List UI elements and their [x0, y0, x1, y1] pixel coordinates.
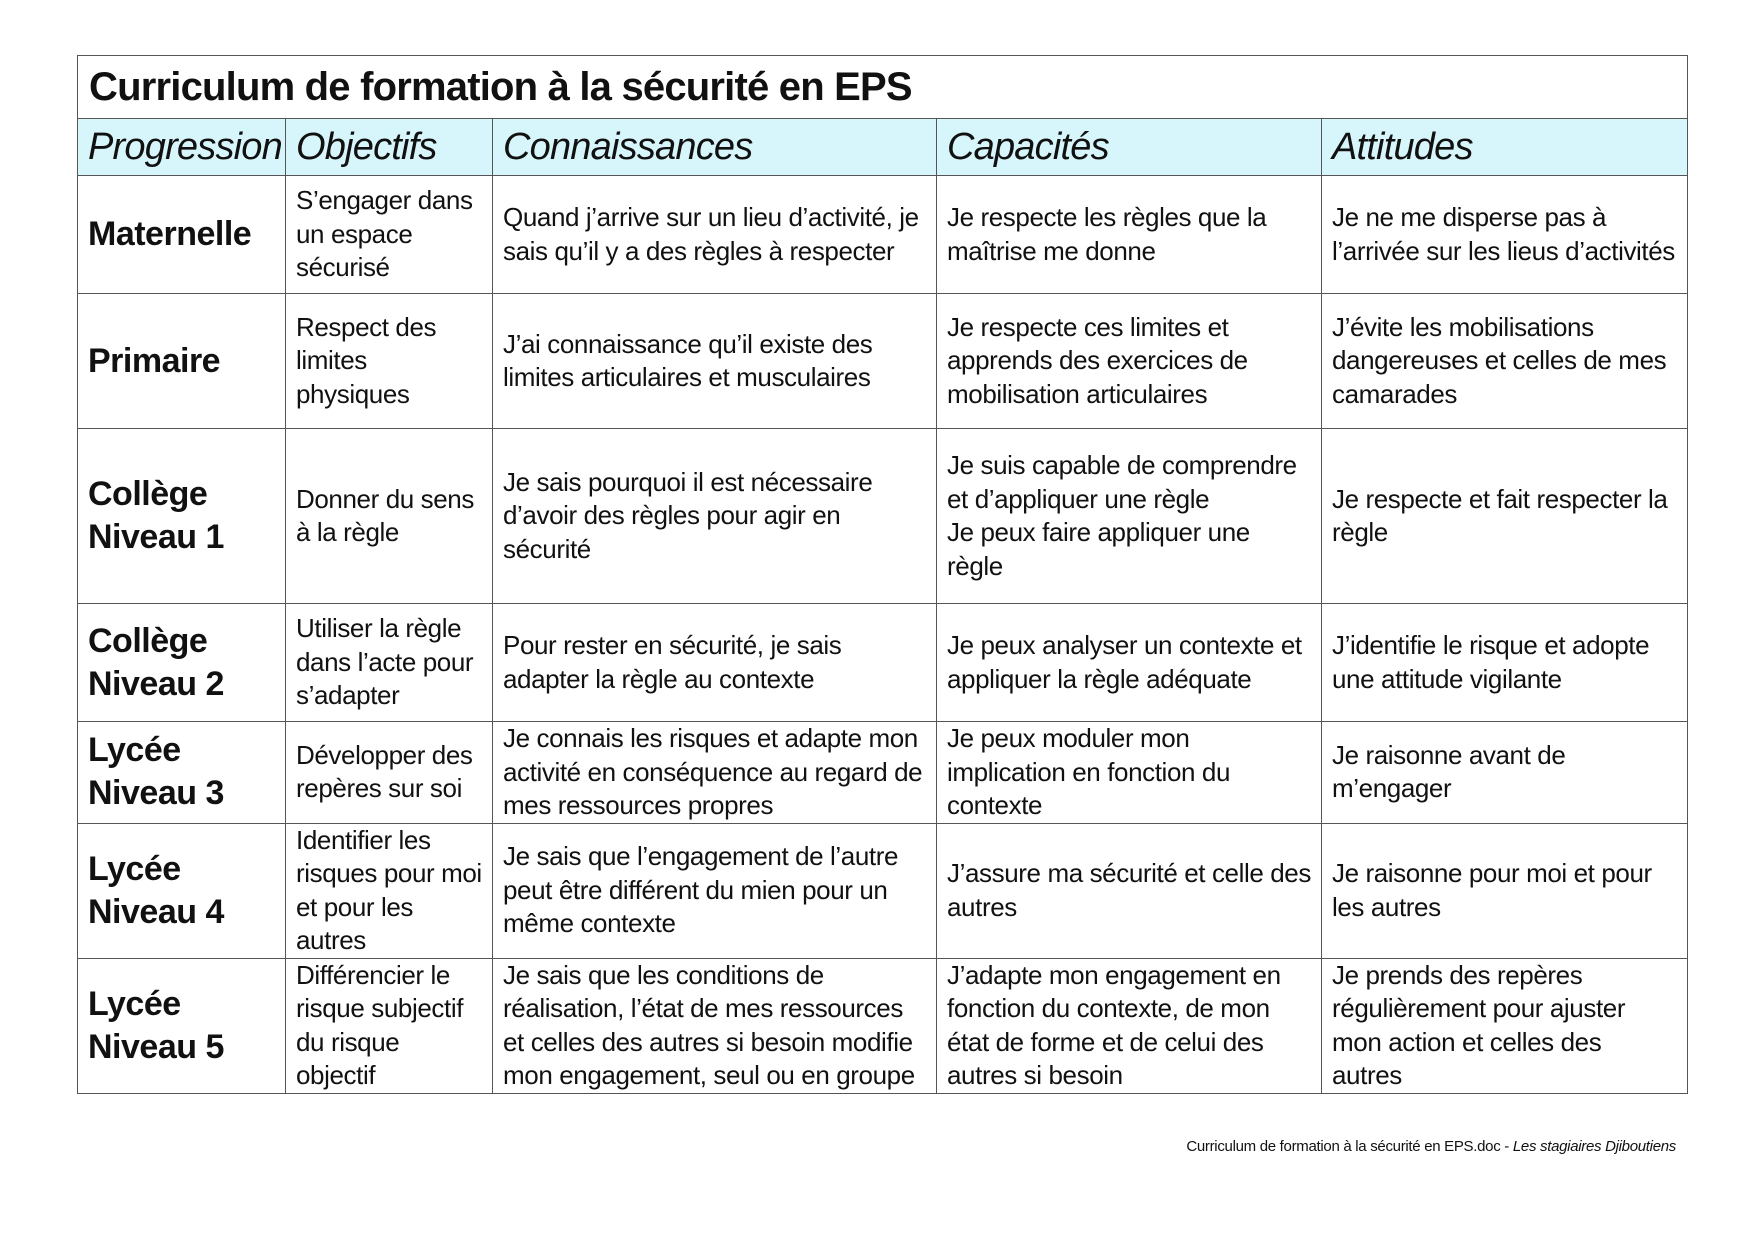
connaissances-cell: Pour rester en sécurité, je sais adapter la règle au contexte	[493, 604, 937, 722]
header-progression: Progression	[78, 119, 286, 176]
level-cell	[78, 722, 286, 824]
table-row	[78, 604, 1688, 722]
objectifs-cell: Respect des limites physiques	[286, 294, 493, 429]
header-connaissances: Connaissances	[493, 119, 937, 176]
level-cell	[78, 604, 286, 722]
connaissances-cell: Je sais pourquoi il est nécessaire d’avoir des règles pour agir en sécurité	[493, 429, 937, 604]
level-name: Lycée	[88, 731, 181, 770]
capacites-cell: Je suis capable de comprendre et d’appliquer une règle Je peux faire appliquer une règle	[937, 429, 1322, 604]
footer-author: Les stagiaires Djiboutiens	[1512, 1138, 1676, 1155]
table-row	[78, 823, 1688, 958]
table-row	[78, 294, 1688, 429]
attitudes-cell: Je raisonne avant de m’engager	[1322, 722, 1688, 824]
attitudes-cell: J’identifie le risque et adopte une attitude vigilante	[1322, 604, 1688, 722]
attitudes-cell: Je raisonne pour moi et pour les autres	[1322, 823, 1688, 958]
title-row	[78, 56, 1688, 119]
level-cell	[78, 958, 286, 1093]
table-row	[78, 958, 1688, 1093]
level-number: Niveau 1	[88, 518, 224, 556]
header-attitudes: Attitudes	[1322, 119, 1688, 176]
page-footer	[1186, 1138, 1676, 1155]
attitudes-cell: J’évite les mobilisations dangereuses et celles de mes camarades	[1322, 294, 1688, 429]
level-number: Niveau 4	[88, 892, 224, 931]
connaissances-cell: J’ai connaissance qu’il existe des limites articulaires et musculaires	[493, 294, 937, 429]
objectifs-cell: Développer des repères sur soi	[286, 722, 493, 824]
curriculum-table	[77, 55, 1688, 1094]
capacites-cell: J’assure ma sécurité et celle des autres	[937, 823, 1322, 958]
header-capacites: Capacités	[937, 119, 1322, 176]
level-cell	[78, 176, 286, 294]
capacites-cell: Je respecte les règles que la maîtrise me donne	[937, 176, 1322, 294]
objectifs-cell: Différencier le risque subjectif du risque objectif	[286, 958, 493, 1093]
level-cell	[78, 823, 286, 958]
objectifs-cell: Utiliser la règle dans l’acte pour s’adapter	[286, 604, 493, 722]
table-row	[78, 722, 1688, 824]
connaissances-cell: Je sais que l’engagement de l’autre peut être différent du mien pour un même contexte	[493, 823, 937, 958]
attitudes-cell: Je prends des repères régulièrement pour ajuster mon action et celles des autres	[1322, 958, 1688, 1093]
level-number: Niveau 5	[88, 1027, 224, 1066]
connaissances-cell: Je sais que les conditions de réalisation, l’état de mes ressources et celles des autres si besoin modifie mon engagement, seul ou en groupe	[493, 958, 937, 1093]
header-row	[78, 119, 1688, 176]
level-number: Niveau 2	[88, 664, 224, 703]
attitudes-cell: Je ne me disperse pas à l’arrivée sur les lieus d’activités	[1322, 176, 1688, 294]
document-title: Curriculum de formation à la sécurité en EPS	[78, 56, 1688, 119]
level-name: Primaire	[88, 341, 221, 380]
attitudes-cell: Je respecte et fait respecter la règle	[1322, 429, 1688, 604]
level-name: Lycée	[88, 849, 181, 888]
connaissances-cell: Quand j’arrive sur un lieu d’activité, je sais qu’il y a des règles à respecter	[493, 176, 937, 294]
level-name: Collège	[88, 475, 208, 513]
level-name: Lycée	[88, 984, 181, 1023]
capacites-cell: Je respecte ces limites et apprends des exercices de mobilisation articulaires	[937, 294, 1322, 429]
level-cell	[78, 429, 286, 604]
capacites-cell: J’adapte mon engagement en fonction du contexte, de mon état de forme et de celui des autres si besoin	[937, 958, 1322, 1093]
footer-filename: Curriculum de formation à la sécurité en EPS.doc	[1186, 1138, 1501, 1155]
connaissances-cell: Je connais les risques et adapte mon activité en conséquence au regard de mes ressources propres	[493, 722, 937, 824]
objectifs-cell: Identifier les risques pour moi et pour les autres	[286, 823, 493, 958]
level-name: Collège	[88, 621, 208, 660]
table-row	[78, 176, 1688, 294]
level-number: Niveau 3	[88, 774, 224, 813]
objectifs-cell: S’engager dans un espace sécurisé	[286, 176, 493, 294]
level-name: Maternelle	[88, 215, 252, 253]
objectifs-cell: Donner du sens à la règle	[286, 429, 493, 604]
footer-separator: -	[1500, 1138, 1513, 1155]
capacites-cell: Je peux analyser un contexte et appliquer la règle adéquate	[937, 604, 1322, 722]
capacites-cell: Je peux moduler mon implication en fonction du contexte	[937, 722, 1322, 824]
table-row	[78, 429, 1688, 604]
header-objectifs: Objectifs	[286, 119, 493, 176]
level-cell	[78, 294, 286, 429]
